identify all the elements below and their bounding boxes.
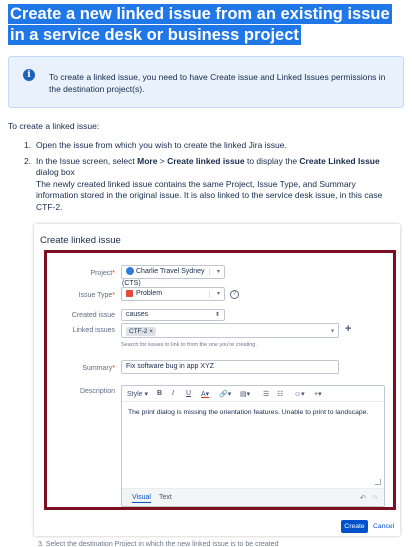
step-text: Open the issue from which you wish to create the linked Jira issue. <box>36 140 287 150</box>
description-editor[interactable] <box>121 385 385 507</box>
problem-icon <box>126 290 133 297</box>
dialog-title: Create linked issue <box>40 235 121 246</box>
underline-button[interactable]: U <box>186 390 192 397</box>
intro-text: To create a linked issue: <box>8 121 100 131</box>
highlight-frame <box>44 250 396 510</box>
info-icon: i <box>23 69 35 81</box>
insert-more-icon[interactable]: +▾ <box>314 391 322 398</box>
linked-issue-tag[interactable]: CTF-2 × <box>126 327 156 336</box>
editor-mode-tabs <box>122 488 384 506</box>
add-link-icon[interactable]: + <box>345 323 352 335</box>
linked-issues-input[interactable] <box>121 323 339 338</box>
link-icon[interactable]: 🔗▾ <box>219 391 232 398</box>
project-select[interactable]: Charlie Travel Sydney (CTS) ▾ <box>121 265 225 279</box>
resize-handle[interactable] <box>375 479 381 485</box>
issue-type-label: Issue Type* <box>78 292 115 299</box>
info-text: To create a linked issue, you need to have Create issue and Linked Issues permissions in the destination project(s). <box>49 72 386 94</box>
project-avatar-icon <box>126 267 134 275</box>
chevron-down-icon: ▾ <box>216 269 220 275</box>
linked-issues-label: Linked issues <box>72 327 115 334</box>
text-color-button[interactable]: A▾ <box>201 391 210 398</box>
style-dropdown[interactable]: Style ▾ <box>127 391 149 398</box>
created-issue-select[interactable]: causes ⬍ <box>121 309 225 321</box>
list-item: 2. In the Issue screen, select More > Create linked issue to display the Create Linked Issue dialog box The newly created linked issue contains the same Project, Issue Type, and Summary information stored in the original issue. It is also linked to the service desk issue, in this case CTF-2. <box>24 156 400 214</box>
info-panel <box>8 56 404 108</box>
help-icon[interactable]: ? <box>230 290 239 299</box>
dialog-name: Create Linked Issue <box>299 155 380 166</box>
emoji-icon[interactable]: ☺▾ <box>294 391 305 398</box>
created-issue-label: Created issue <box>71 312 115 319</box>
summary-input[interactable]: Fix software bug in app XYZ <box>121 360 339 374</box>
italic-button[interactable]: I <box>172 390 174 397</box>
description-text[interactable]: The print dialog is missing the orientation features. Unable to print to landscape. <box>128 409 369 416</box>
step-3-text: 3. Select the destination Project in which the new linked issue is to be created <box>38 541 279 547</box>
chevron-down-icon: ▾ <box>216 291 220 297</box>
steps-list <box>24 140 400 217</box>
redo-icon[interactable]: ↷ <box>372 495 378 502</box>
tab-visual[interactable]: Visual <box>132 494 151 501</box>
page-title: Create a new linked issue from an existing issue in a service desk or business project <box>10 5 390 44</box>
step-detail: The newly created linked issue contains the same Project, Issue Type, and Summary information stored in the original issue. It is also linked to the service desk issue, in this case CTF-2. <box>36 178 383 212</box>
chevron-down-icon: ▾ <box>330 328 334 334</box>
numbered-list-icon[interactable]: ☷ <box>277 391 284 398</box>
summary-label: Summary* <box>82 365 115 372</box>
menu-more: More <box>137 155 158 166</box>
attachment-icon[interactable]: ▤▾ <box>240 391 251 398</box>
editor-toolbar <box>122 386 384 402</box>
create-linked-issue-dialog <box>34 224 400 536</box>
chevron-updown-icon: ⬍ <box>214 312 220 318</box>
project-label: Project* <box>90 270 115 277</box>
create-button[interactable]: Create <box>341 520 368 533</box>
tab-text[interactable]: Text <box>159 494 172 501</box>
menu-create-linked-issue: Create linked issue <box>167 155 245 166</box>
cancel-button[interactable]: Cancel <box>373 523 395 530</box>
linked-issues-hint: Search for issues to link to from the one you're creating. <box>121 342 257 348</box>
undo-icon[interactable]: ↶ <box>360 495 366 502</box>
list-item: 1. Open the issue from which you wish to create the linked Jira issue. <box>24 140 287 150</box>
bullet-list-icon[interactable]: ☰ <box>263 391 270 398</box>
issue-type-select[interactable]: Problem ▾ <box>121 287 225 301</box>
description-label: Description <box>79 388 115 395</box>
bold-button[interactable]: B <box>157 390 163 397</box>
